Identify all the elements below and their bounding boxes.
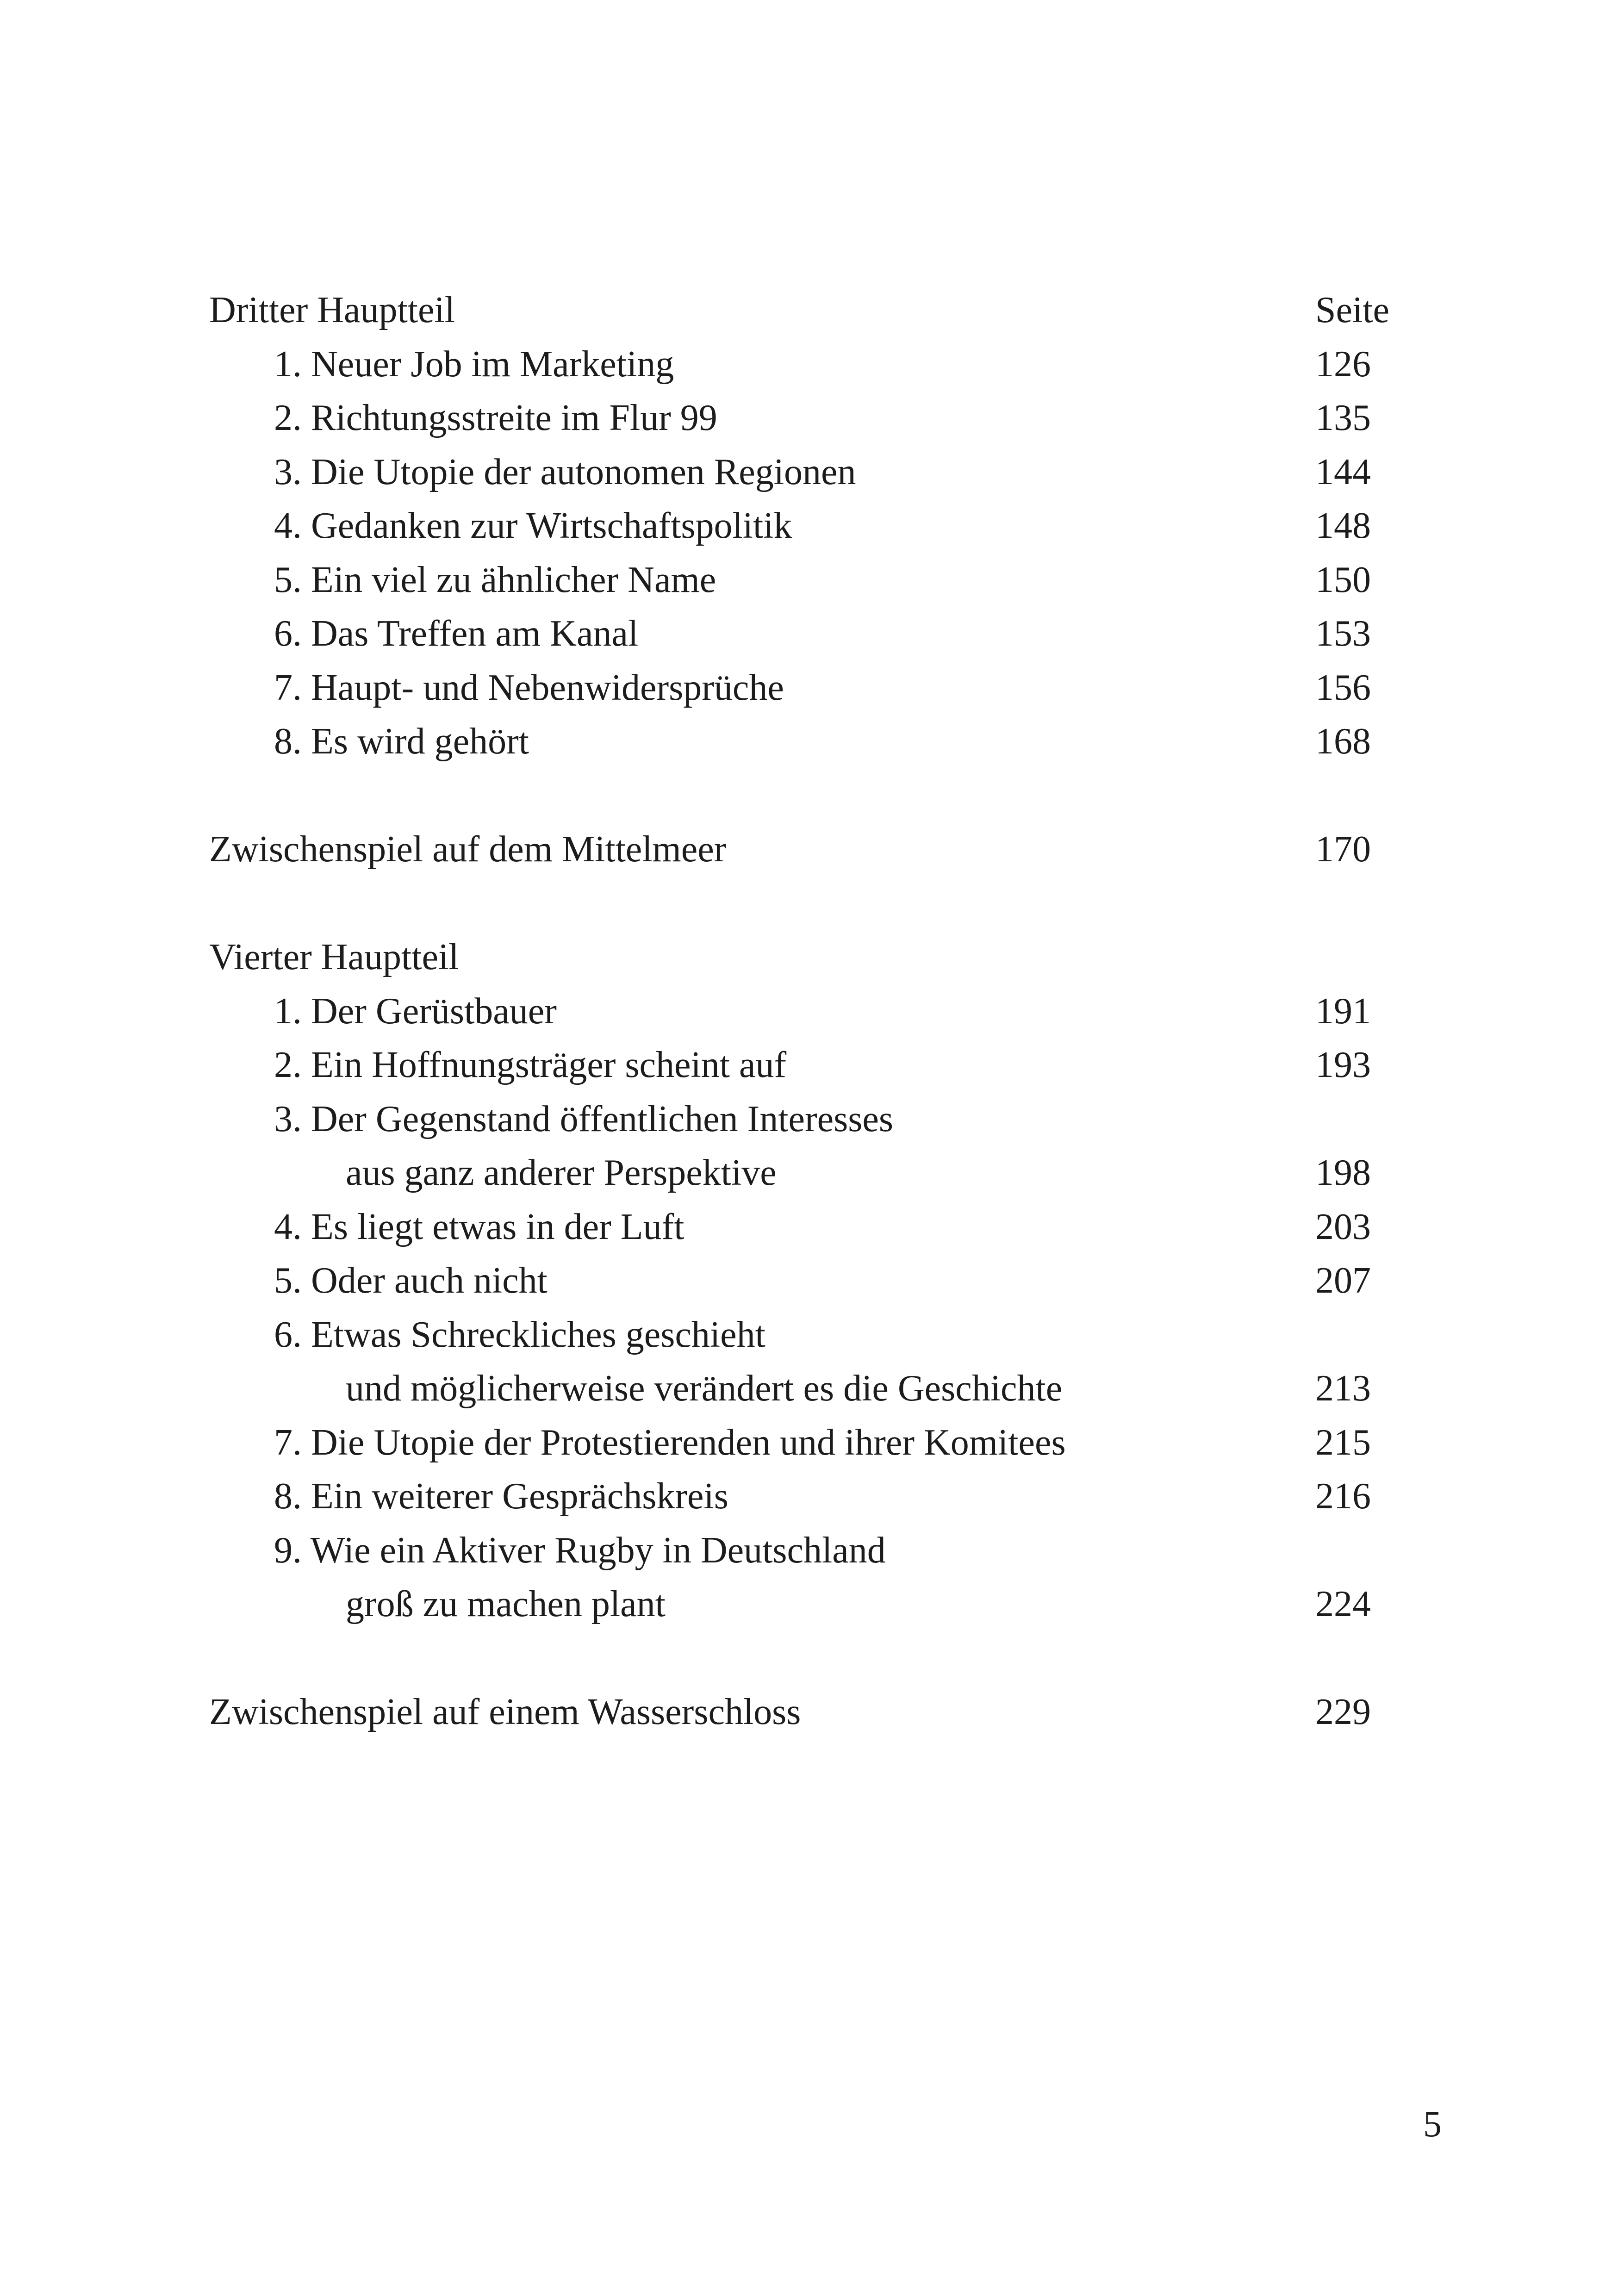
entry-title: 5. Ein viel zu ähnlicher Name [274, 559, 716, 600]
entry-continuation: groß zu machen plant [346, 1584, 666, 1624]
entry-page: 215 [1315, 1422, 1371, 1463]
section-title: Dritter Hauptteil [209, 290, 455, 330]
interlude-title: Zwischenspiel auf dem Mittelmeer [209, 829, 727, 870]
interlude-title: Zwischenspiel auf einem Wasserschloss [209, 1692, 801, 1732]
section-title: Vierter Hauptteil [209, 937, 459, 977]
entry-page: 191 [1315, 990, 1371, 1032]
toc-entry [209, 1416, 1394, 1470]
toc-entry [209, 1524, 1394, 1578]
entry-title: 1. Der Gerüstbauer [274, 990, 557, 1032]
entry-page: 168 [1315, 721, 1371, 762]
toc-entry [209, 1254, 1394, 1308]
entry-continuation: und möglicherweise verändert es die Geschichte [346, 1368, 1063, 1409]
toc-entry [209, 445, 1394, 499]
toc-entry [209, 984, 1394, 1039]
table-of-contents [209, 283, 1394, 1739]
entry-page: 203 [1315, 1206, 1371, 1247]
entry-page: 156 [1315, 667, 1371, 708]
entry-title: 1. Neuer Job im Marketing [274, 343, 674, 385]
toc-entry [209, 553, 1394, 607]
toc-entry [209, 1200, 1394, 1254]
entry-title: 6. Das Treffen am Kanal [274, 613, 639, 654]
entry-title: 6. Etwas Schreckliches geschieht [274, 1314, 765, 1355]
spacer [209, 769, 1394, 823]
entry-page: 153 [1315, 613, 1371, 654]
entry-title: 2. Ein Hoffnungsträger scheint auf [274, 1045, 787, 1085]
entry-page: 135 [1315, 398, 1371, 438]
entry-title: 7. Haupt- und Nebenwidersprüche [274, 667, 784, 708]
spacer [209, 877, 1394, 931]
entry-page: 148 [1315, 505, 1371, 546]
toc-entry-continuation [209, 1146, 1394, 1200]
toc-entry-continuation [209, 1362, 1394, 1416]
entry-title: 4. Es liegt etwas in der Luft [274, 1206, 685, 1247]
entry-title: 8. Ein weiterer Gesprächskreis [274, 1476, 728, 1517]
entry-page: 216 [1315, 1476, 1371, 1517]
entry-page: 207 [1315, 1260, 1371, 1301]
entry-page: 193 [1315, 1045, 1371, 1085]
entry-title: 9. Wie ein Aktiver Rugby in Deutschland [274, 1530, 886, 1571]
entry-continuation: aus ganz anderer Perspektive [346, 1152, 777, 1193]
entry-page: 126 [1315, 343, 1371, 385]
interlude-entry [209, 822, 1394, 877]
spacer [209, 1631, 1394, 1686]
toc-entry [209, 1469, 1394, 1524]
entry-page: 144 [1315, 451, 1371, 492]
section-heading-dritter [209, 283, 1394, 337]
toc-entry [209, 499, 1394, 553]
page-column-header: Seite [1315, 290, 1389, 330]
toc-entry [209, 337, 1394, 392]
interlude-entry [209, 1685, 1394, 1739]
entry-page: 224 [1315, 1584, 1371, 1624]
section-heading-vierter [209, 930, 1394, 984]
entry-title: 3. Die Utopie der autonomen Regionen [274, 451, 856, 492]
entry-title: 2. Richtungsstreite im Flur 99 [274, 398, 717, 438]
entry-title: 7. Die Utopie der Protestierenden und ihrer Komitees [274, 1422, 1066, 1463]
toc-entry [209, 1092, 1394, 1146]
toc-entry [209, 391, 1394, 445]
page-number: 5 [1423, 2104, 1442, 2145]
toc-entry-continuation [209, 1577, 1394, 1631]
entry-page: 213 [1315, 1368, 1371, 1409]
toc-entry [209, 715, 1394, 769]
toc-entry [209, 1308, 1394, 1362]
toc-entry [209, 607, 1394, 661]
entry-page: 198 [1315, 1152, 1371, 1193]
entry-page: 150 [1315, 559, 1371, 600]
entry-title: 4. Gedanken zur Wirtschaftspolitik [274, 505, 792, 546]
entry-title: 5. Oder auch nicht [274, 1260, 548, 1301]
toc-entry [209, 1038, 1394, 1092]
toc-entry [209, 661, 1394, 715]
interlude-page: 229 [1315, 1692, 1371, 1732]
entry-title: 8. Es wird gehört [274, 721, 529, 762]
entry-title: 3. Der Gegenstand öffentlichen Interesses [274, 1098, 894, 1139]
interlude-page: 170 [1315, 829, 1371, 870]
